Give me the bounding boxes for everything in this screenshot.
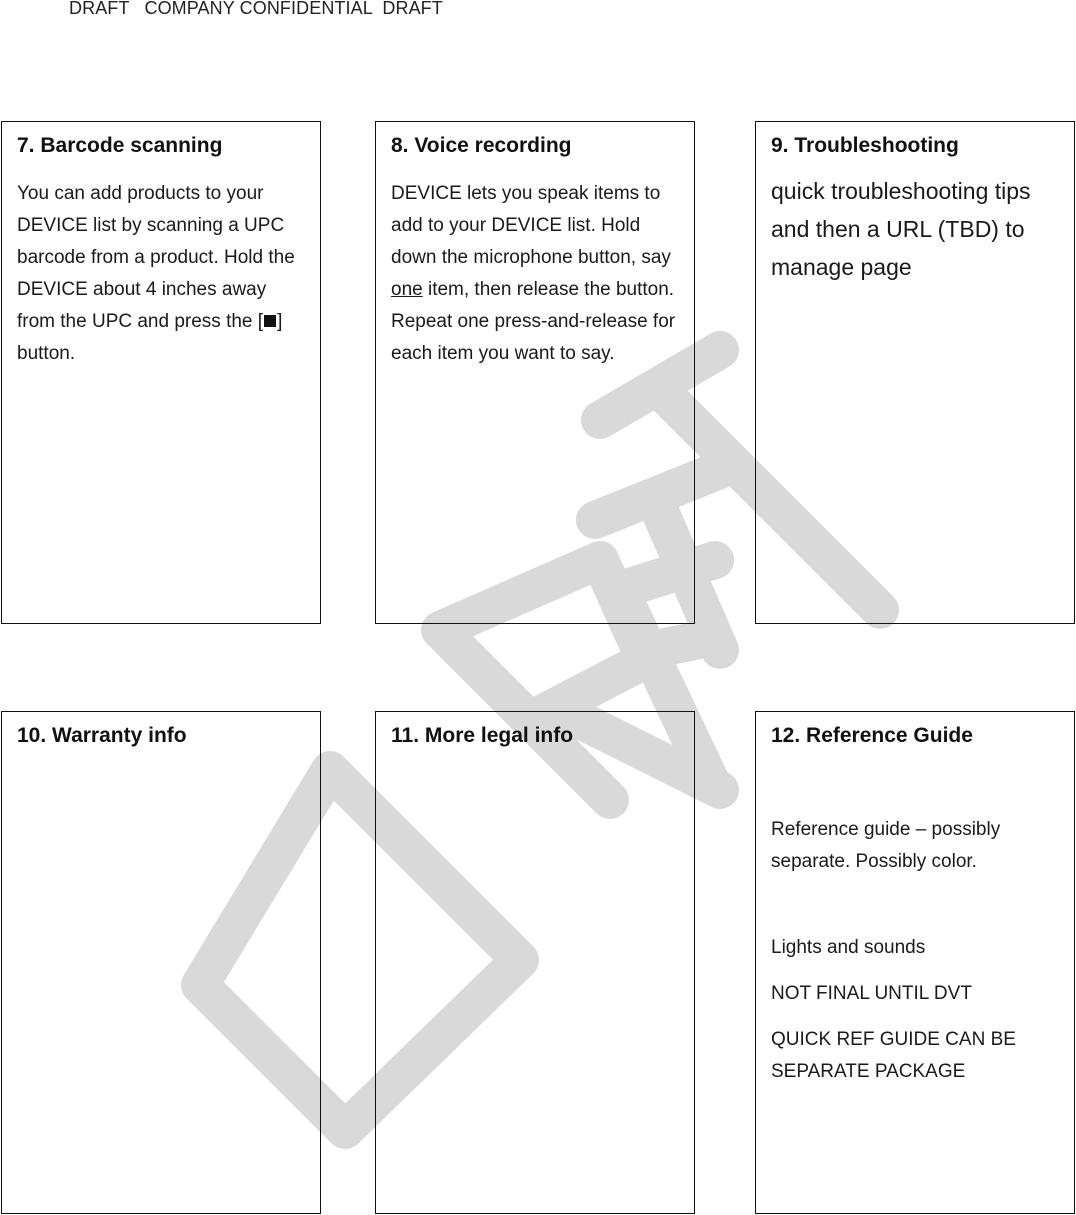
confidential-header: DRAFT COMPANY CONFIDENTIAL DRAFT: [69, 0, 443, 18]
scan-button-icon: [264, 315, 276, 327]
panel-reference-guide: [755, 711, 1075, 1214]
panel-barcode-scanning: [1, 121, 321, 624]
panel-title: 12. Reference Guide: [771, 724, 973, 747]
final-note: NOT FINAL UNTIL DVT: [771, 983, 972, 1004]
panel-body: quick troubleshooting tips and then a URL (TBD) to manage page: [771, 178, 1031, 280]
underlined-word: one: [391, 279, 423, 300]
panel-warranty-info: [1, 711, 321, 1214]
body-text: ] button.: [17, 311, 283, 364]
body-text: item, then release the button. Repeat one press-and-release for each item you want to say.: [391, 279, 676, 364]
panel-legal-info: [375, 711, 695, 1214]
lights-sounds-note: Lights and sounds: [771, 937, 926, 958]
panel-troubleshooting: [755, 121, 1075, 624]
panel-title: 10. Warranty info: [17, 724, 187, 747]
panel-title: 7. Barcode scanning: [17, 134, 223, 157]
body-text: DEVICE lets you speak items to add to your DEVICE list. Hold down the microphone button, say: [391, 183, 671, 268]
panel-title: 11. More legal info: [391, 724, 574, 747]
body-text: You can add products to your DEVICE list by scanning a UPC barcode from a product. Hold the DEVICE about 4 inches away from the UPC and press the [: [17, 183, 295, 332]
panel-title: 8. Voice recording: [391, 134, 572, 157]
panel-voice-recording: [375, 121, 695, 624]
panel-title: 9. Troubleshooting: [771, 134, 959, 157]
reference-note: Reference guide – possibly separate. Possibly color.: [771, 819, 1001, 872]
panel-body: [391, 178, 679, 370]
package-note: QUICK REF GUIDE CAN BE SEPARATE PACKAGE: [771, 1029, 1016, 1082]
panel-body: [17, 178, 305, 370]
